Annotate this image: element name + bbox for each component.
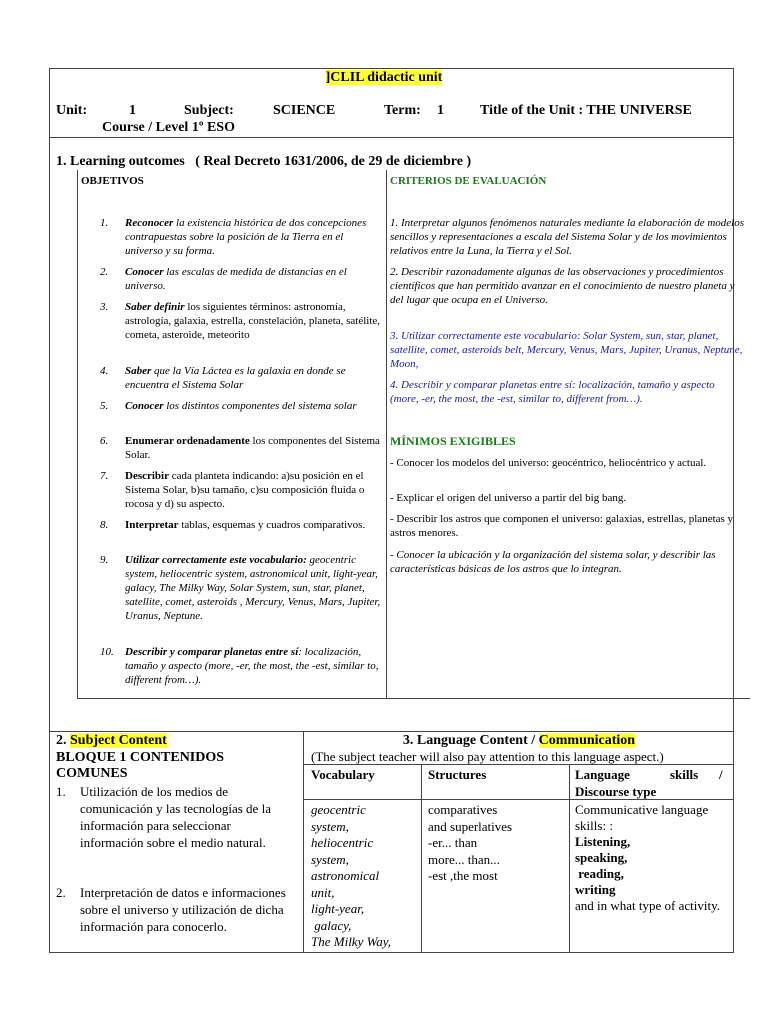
skills-intro: Communicative language skills: : xyxy=(575,802,709,833)
vocab-item: The Milky Way, xyxy=(311,934,392,949)
learning-outcomes-heading: 1. Learning outcomes ( Real Decreto 1631/2006, de 29 de diciembre ) xyxy=(56,154,472,169)
skill-reading: reading, xyxy=(575,866,624,881)
col-skills-word2: skills xyxy=(670,767,699,782)
doc-title xyxy=(0,70,768,86)
objective-text: geocentric system, heliocentric system, astronomical unit, light-year, galacy, The Milky Way, Solar System, sun, star, planet, satellite, comet, asteroids , Mercury, Venus, Mars, Jupiter, Uranus, Neptune. xyxy=(125,554,381,622)
objective-verb: Saber definir xyxy=(125,301,185,313)
objective-text: los siguientes términos: astronomía, astrología, galaxia, estrella, constelación, planeta, satélite, cometa, asteroide, meteorito xyxy=(125,301,381,341)
term-label: Term: xyxy=(384,103,421,118)
minimo-item: - Conocer la ubicación y la organización del sistema solar, y describir las características básicas de los astros que lo integran. xyxy=(390,549,716,575)
objective-text: cada planteta indicando: a)su posición en el Sistema Solar, b)su tamaño, c)su composición fluida o rocosa y d) su aspecto. xyxy=(125,470,365,510)
vocab-item: system, xyxy=(311,818,349,834)
vocab-item: geocentric xyxy=(311,802,366,817)
objective-num: 4. xyxy=(100,365,109,377)
inner-table-bottom xyxy=(77,698,750,699)
objective-num: 5. xyxy=(100,400,109,412)
col-skills-discourse: Discourse type xyxy=(575,784,657,799)
objective-text: las escalas de medida de distancias en el universo. xyxy=(125,266,347,292)
term-value: 1 xyxy=(437,103,444,118)
course-level: Course / Level 1º ESO xyxy=(102,120,235,135)
vocab-item: astronomical xyxy=(311,868,380,883)
objective-text: los componentes del Sistema Solar. xyxy=(125,435,380,461)
skills-outro: and in what type of activity. xyxy=(575,898,721,913)
structure-item: -est ,the most xyxy=(428,868,498,883)
skill-writing: writing xyxy=(575,882,616,897)
objective-verb: Conocer xyxy=(125,400,164,412)
minimo-item: - Conocer los modelos del universo: geocéntrico, heliocéntrico y actual. xyxy=(390,457,707,469)
structures-list xyxy=(428,802,566,885)
objective-num: 3. xyxy=(100,301,109,313)
subject-content-item xyxy=(56,783,296,851)
objetivos-header: OBJETIVOS xyxy=(81,175,144,187)
objective-num: 9. xyxy=(100,554,109,566)
objective-text: la existencia histórica de dos concepciones contrapuestas sobre la posición de la Tierra en el universo y su forma. xyxy=(125,217,367,257)
structure-item: -er... than xyxy=(428,835,478,850)
objective-num: 6. xyxy=(100,435,109,447)
subject-content-item xyxy=(56,884,296,935)
col-skills-slash: / xyxy=(719,767,723,782)
unit-value: 1 xyxy=(129,103,136,118)
frame-left xyxy=(49,68,50,953)
objective-verb: Utilizar correctamente este vocabulario: xyxy=(125,554,307,566)
subject-content-heading xyxy=(56,733,167,749)
objective-verb: Describir y comparar planetas entre sí xyxy=(125,646,299,658)
structure-item: comparatives xyxy=(428,802,498,817)
inner-table-mid xyxy=(386,170,387,698)
objective-verb: Interpretar xyxy=(125,519,179,531)
lang-col1-divider xyxy=(421,764,422,953)
col-structures: Structures xyxy=(428,767,487,782)
criterio-item: 3. Utilizar correctamente este vocabulario: Solar System, sun, star, planet, satellite, comet, asteroids belt, Mercury, Venus, Mars, Jupiter, Uranus, Neptune, Moon, xyxy=(390,330,743,370)
language-skills-cell xyxy=(575,802,725,914)
objective-num: 1. xyxy=(100,217,109,229)
objective-verb: Reconocer xyxy=(125,217,174,229)
vocab-item: system, xyxy=(311,851,349,867)
subject-content-item-text: Utilización de los medios de comunicación y las tecnologías de la información para seleccionar información sobre el medio natural. xyxy=(80,784,271,850)
vocab-item: unit, xyxy=(311,884,335,900)
language-content-heading xyxy=(304,733,734,749)
minimo-item: - Explicar el origen del universo a partir del big bang. xyxy=(390,492,627,504)
inner-table-left xyxy=(77,170,78,698)
lang-colhead-divider xyxy=(303,799,734,800)
objective-num: 8. xyxy=(100,519,109,531)
objective-num: 7. xyxy=(100,470,109,482)
criterio-item: 1. Interpretar algunos fenómenos naturales mediante la elaboración de modelos sencillos y representaciones a escala del Sistema Solar y de los movimientos relativos entre la Luna, la Tierra y el Sol. xyxy=(390,217,744,257)
unit-title: Title of the Unit : THE UNIVERSE xyxy=(480,103,692,118)
col-skills-word1: Language xyxy=(575,767,630,782)
subject-content-num: 2. xyxy=(56,733,67,748)
table2-bottom xyxy=(49,952,734,953)
subject-content-item-num: 2. xyxy=(56,885,66,900)
table2-top xyxy=(49,731,734,732)
bloque-title: BLOQUE 1 CONTENIDOS COMUNES xyxy=(56,750,225,781)
language-content-note: (The subject teacher will also pay attention to this language aspect.) xyxy=(311,749,664,764)
criterios-header: CRITERIOS DE EVALUACIÓN xyxy=(390,175,547,187)
skill-speaking: speaking, xyxy=(575,850,628,865)
subject-content-item-num: 1. xyxy=(56,784,66,799)
subject-content-label: Subject Content xyxy=(70,733,167,748)
subject-label: Subject: xyxy=(184,103,234,118)
minimos-header: MÍNIMOS EXIGIBLES xyxy=(390,434,516,448)
structure-item: and superlatives xyxy=(428,818,513,834)
frame-top xyxy=(49,68,734,69)
minimo-item: - Describir los astros que componen el universo: galaxias, estrellas, planetas y astros menores. xyxy=(390,513,734,539)
objective-verb: Describir xyxy=(125,470,169,482)
frame-right xyxy=(733,68,734,953)
subject-value: SCIENCE xyxy=(273,103,336,118)
objective-text: que la Vía Láctea es la galaxia en donde se encuentra el Sistema Solar xyxy=(125,365,346,391)
unit-label: Unit: xyxy=(56,103,88,118)
objective-num: 10. xyxy=(100,646,114,658)
criterio-item: 4. Describir y comparar planetas entre sí: localización, tamaño y aspecto (more, -er, the most, the -est, similar to, different from…). xyxy=(390,379,715,405)
objective-num: 2. xyxy=(100,266,109,278)
vocab-item: light-year, xyxy=(311,901,365,916)
subject-content-item-text: Interpretación de datos e informaciones sobre el universo y utilización de dicha información para conocerlo. xyxy=(80,885,286,934)
vocab-item: galacy, xyxy=(311,917,352,933)
header-divider xyxy=(49,137,734,138)
structure-item: more... than... xyxy=(428,851,500,867)
objective-text: : localización, tamaño y aspecto (more, -er, the most, the -est, similar to, different from…). xyxy=(125,646,379,686)
col-vocabulary: Vocabulary xyxy=(311,767,375,782)
vocabulary-list xyxy=(311,802,419,951)
criterio-item: 2. Describir razonadamente algunas de las observaciones y procedimientos científicos que han permitido avanzar en el conocimiento de nuestro planeta y del lugar que ocupa en el Universo. xyxy=(390,266,735,306)
objective-verb: Saber xyxy=(125,365,152,377)
doc-title-text: ]CLIL didactic unit xyxy=(325,70,443,85)
objective-text: los distintos componentes del sistema solar xyxy=(163,400,357,412)
communication-highlight: Communication xyxy=(538,733,636,748)
objective-verb: Enumerar ordenadamente xyxy=(125,435,250,447)
objective-text: tablas, esquemas y cuadros comparativos. xyxy=(178,519,366,531)
skill-listening: Listening, xyxy=(575,834,631,849)
vocab-item: heliocentric xyxy=(311,835,374,850)
objective-verb: Conocer xyxy=(125,266,164,278)
language-content-prefix: 3. Language Content / xyxy=(402,733,539,748)
lang-col2-divider xyxy=(569,764,570,953)
